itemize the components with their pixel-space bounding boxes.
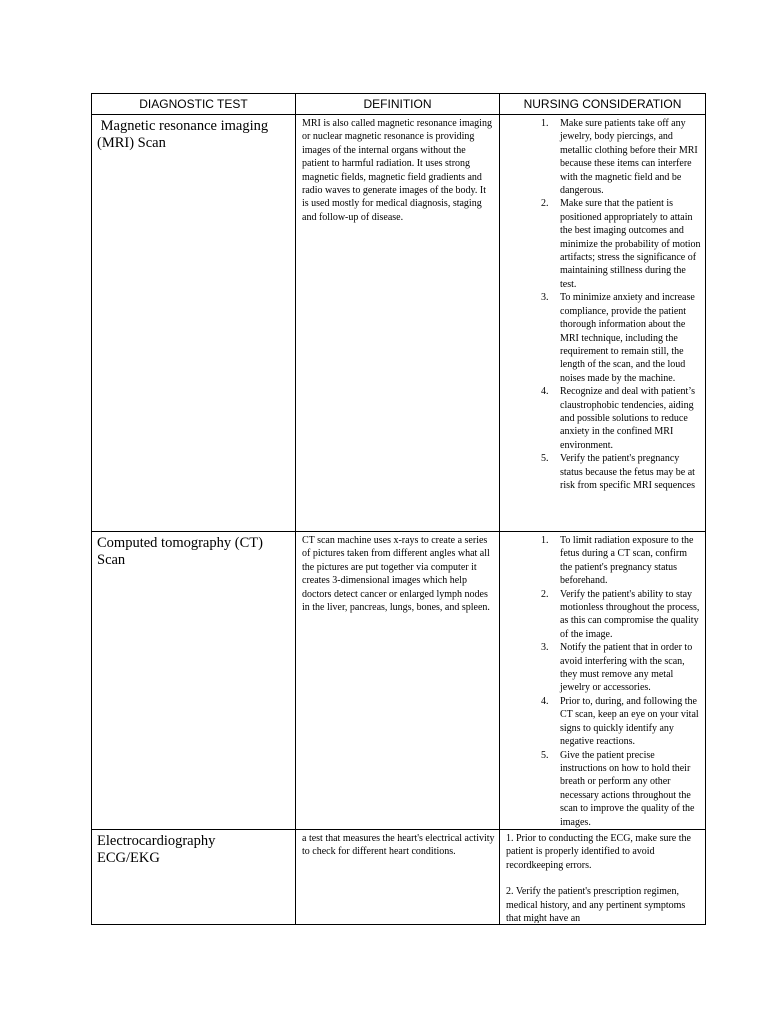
- diagnostic-table: [91, 93, 706, 925]
- test-name-cell: [92, 115, 296, 532]
- definition-cell: [296, 532, 500, 830]
- header-row: [92, 94, 706, 115]
- table-row: [92, 829, 706, 924]
- test-name-cell: [92, 829, 296, 924]
- nursing-cell: [500, 532, 706, 830]
- definition-cell: [296, 829, 500, 924]
- table-row: [92, 115, 706, 532]
- list-item: 2. Make sure that the patient is positioned appropriately to attain the best imaging outcomes and minimize the probability of motion artifacts; stress the significance of maintaining stillness during the test.: [551, 197, 701, 291]
- list-item: 1. Prior to conducting the ECG, make sure the patient is properly identified to avoid recordkeeping errors.: [506, 832, 691, 871]
- list-item: 3. Notify the patient that in order to avoid interfering with the scan, they must remove any metal jewelry or accessories.: [551, 641, 701, 695]
- list-item: 1. Make sure patients take off any jewelry, body piercings, and metallic clothing before their MRI because these items can interfere with the magnetic field and be dangerous.: [551, 117, 701, 197]
- list-item: 1. To limit radiation exposure to the fetus during a CT scan, confirm the patient's pregnancy status beforehand.: [551, 534, 701, 588]
- test-name: Electrocardiography ECG/EKG: [97, 832, 216, 866]
- test-name: Magnetic resonance imaging (MRI) Scan: [97, 118, 272, 151]
- list-item: 2. Verify the patient's prescription regimen, medical history, and any pertinent symptoms that might have an: [506, 886, 686, 923]
- nursing-list: [500, 115, 705, 492]
- list-item: 2. Verify the patient's ability to stay motionless throughout the process, as this can compromise the quality of the image.: [551, 588, 701, 642]
- nursing-list: [500, 532, 705, 829]
- nursing-text: [500, 830, 705, 923]
- header-diagnostic-test: DIAGNOSTIC TEST: [92, 94, 296, 115]
- list-item: 4. Recognize and deal with patient’s claustrophobic tendencies, aiding and possible solutions to reduce anxiety in the confined MRI environment.: [551, 385, 701, 452]
- nursing-cell: [500, 829, 706, 924]
- definition-text: CT scan machine uses x-rays to create a series of pictures taken from different angles what all the pictures are put together via computer it creates 3-dimensional images which help doctors detect cancer or enlarged lymph nodes in the liver, pancreas, lungs, bones, and spleen.: [302, 535, 490, 614]
- test-name: Computed tomography (CT) Scan: [97, 535, 263, 568]
- list-item: 5. Give the patient precise instructions on how to hold their breath or perform any other necessary actions throughout the scan to improve the quality of the images.: [551, 749, 701, 829]
- list-item: 3. To minimize anxiety and increase compliance, provide the patient thorough information about the MRI technique, including the requirement to remain still, the length of the scan, and the loud noises made by the machine.: [551, 291, 701, 385]
- test-name-cell: [92, 532, 296, 830]
- list-item: 5. Verify the patient's pregnancy status because the fetus may be at risk from specific MRI sequences: [551, 452, 701, 492]
- definition-cell: [296, 115, 500, 532]
- nursing-cell: [500, 115, 706, 532]
- list-item: 4. Prior to, during, and following the CT scan, keep an eye on your vital signs to quickly identify any negative reactions.: [551, 695, 701, 749]
- header-nursing-consideration: NURSING CONSIDERATION: [500, 94, 706, 115]
- definition-text: a test that measures the heart's electrical activity to check for different heart conditions.: [302, 832, 495, 858]
- definition-text: MRI is also called magnetic resonance imaging or nuclear magnetic resonance is providing images of the internal organs without the patient to harmful radiation. It uses strong magnetic fields, magnetic field gradients and radio waves to generate images of the body. It is used mostly for medical diagnosis, staging and follow-up of disease.: [302, 118, 492, 223]
- table-row: [92, 532, 706, 830]
- header-definition: DEFINITION: [296, 94, 500, 115]
